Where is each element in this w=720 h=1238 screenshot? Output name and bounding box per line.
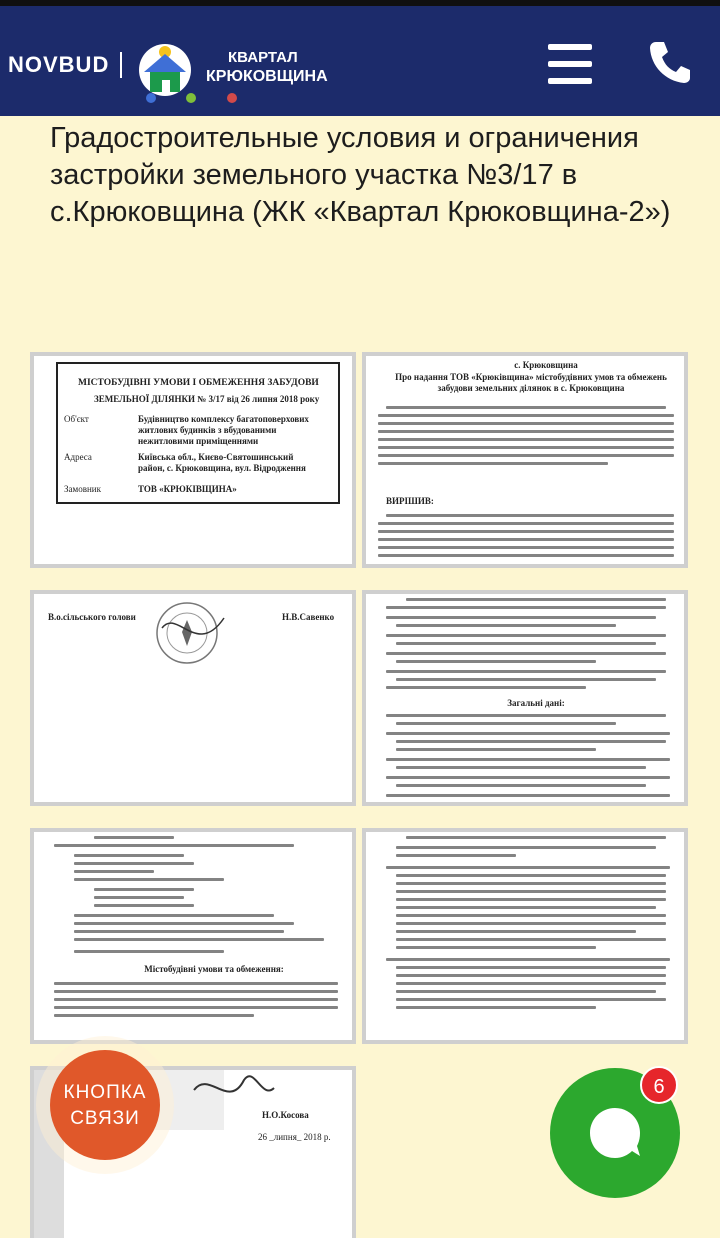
doc-row-label: Замовник: [64, 484, 101, 494]
chat-bubble-icon: [586, 1104, 644, 1162]
document-thumbnail[interactable]: [362, 828, 688, 1044]
document-thumbnail[interactable]: [30, 828, 356, 1044]
callback-label-line-2: СВЯЗИ: [70, 1108, 140, 1129]
brand-name[interactable]: NOVBUD: [8, 52, 110, 77]
document-thumbnail[interactable]: [362, 352, 688, 568]
doc-row-label: Адреса: [64, 452, 92, 462]
logo-line-2: КРЮКОВЩИНА: [206, 68, 328, 85]
logo-dots: [146, 90, 263, 108]
doc-subheading: ЗЕМЕЛЬНОЇ ДІЛЯНКИ № 3/17 від 26 липня 2018 року: [94, 394, 320, 404]
doc-heading: МІСТОБУДІВНІ УМОВИ І ОБМЕЖЕННЯ ЗАБУДОВИ: [78, 378, 319, 388]
doc-row-value: Київська обл., Києво-Святошинський район, с. Крюковщина, вул. Відродження: [138, 452, 306, 473]
doc-section: Загальні дані:: [507, 698, 565, 708]
phone-icon[interactable]: [648, 38, 692, 84]
document-thumbnail[interactable]: [362, 590, 688, 806]
chat-unread-badge: 6: [640, 1066, 678, 1104]
doc-signer: Н.В.Савенко: [282, 612, 335, 622]
menu-icon[interactable]: [548, 44, 592, 84]
doc-subheading: Про надання ТОВ «Крюківщина» містобудівних умов та обмежень забудови земельних ділянок в с. Крюковщина: [395, 372, 667, 393]
logo-dot: [146, 93, 156, 103]
doc-row-value: Будівництво комплексу багатоповерхових житлових будинків з вбудованими нежитловими приміщеннями: [138, 414, 309, 446]
seal-icon: [142, 598, 232, 668]
logo-dot: [227, 93, 237, 103]
callback-label-line-1: КНОПКА: [63, 1082, 147, 1103]
logo-dot: [186, 93, 196, 103]
doc-section: Містобудівні умови та обмеження:: [144, 964, 284, 974]
doc-signer: Н.О.Косова: [262, 1110, 309, 1120]
logo-text[interactable]: [206, 48, 328, 86]
doc-row-value: ТОВ «КРЮКІВЩИНА»: [138, 484, 237, 494]
callback-button[interactable]: [50, 1050, 160, 1160]
brand-divider: [120, 52, 122, 78]
doc-section: ВИРІШИВ:: [386, 496, 434, 506]
page-title: Градостроительные условия и ограничения застройки земельного участка №3/17 в с.Крюковщина (ЖК «Квартал Крюковщина-2»): [50, 122, 671, 228]
document-thumbnail[interactable]: [30, 352, 356, 568]
site-header: [0, 6, 720, 116]
doc-date: 26 _липня_ 2018 р.: [258, 1132, 331, 1142]
doc-heading: В.о.сільського голови: [48, 612, 136, 622]
document-thumbnail[interactable]: [30, 590, 356, 806]
logo-line-1: КВАРТАЛ: [228, 49, 298, 66]
doc-heading: с. Крюковщина: [514, 360, 578, 370]
doc-row-label: Об'єкт: [64, 414, 89, 424]
